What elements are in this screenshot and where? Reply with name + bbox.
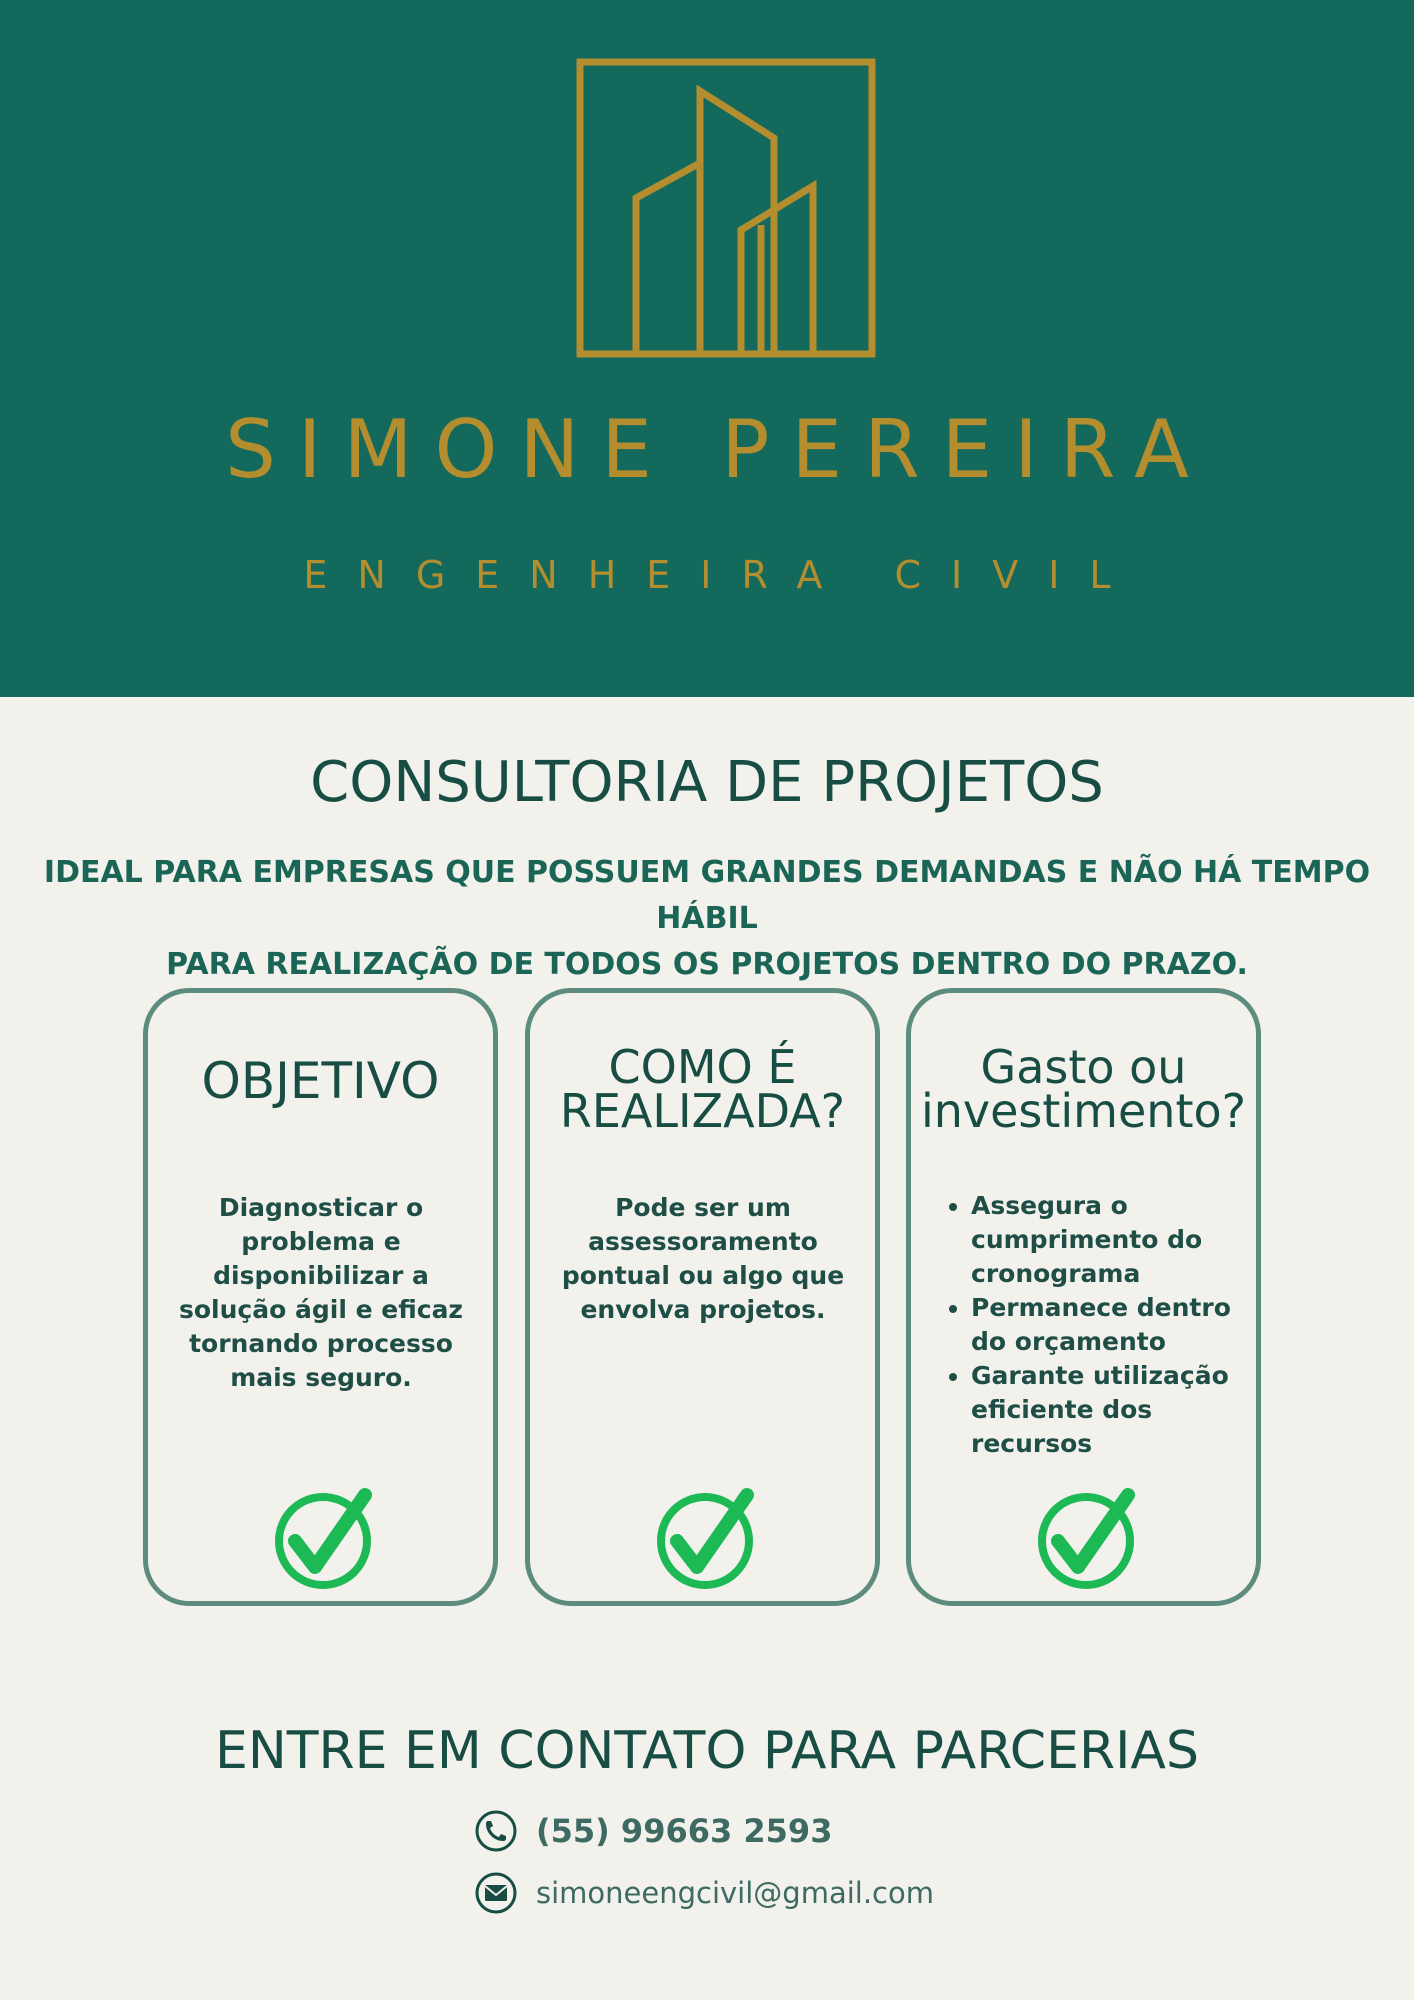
list-item: • Permanece dentro do orçamento xyxy=(971,1291,1239,1359)
card-title xyxy=(148,1052,493,1110)
card-title-line: OBJETIVO xyxy=(201,1052,440,1110)
brand-role: ENGENHEIRA CIVIL xyxy=(303,553,1141,597)
card-gasto-ou-investimento xyxy=(906,988,1261,1606)
card-title-line: Gasto ou xyxy=(980,1040,1187,1094)
contact-title: ENTRE EM CONTATO PARA PARCERIAS xyxy=(215,1721,1199,1781)
card-title xyxy=(530,1040,875,1138)
card-text: Pode ser um assessoramento pontual ou algo que envolva projetos. xyxy=(561,1193,845,1324)
phone-icon xyxy=(474,1809,518,1853)
header-banner xyxy=(0,0,1414,697)
contact-email[interactable] xyxy=(474,1868,934,1918)
list-item: • Garante utilização eficiente dos recursos xyxy=(971,1359,1239,1461)
card-title-line: REALIZADA? xyxy=(559,1084,846,1138)
check-circle-icon xyxy=(655,1483,765,1593)
section-title: CONSULTORIA DE PROJETOS xyxy=(310,750,1104,815)
buildings-logo-icon xyxy=(576,58,876,358)
brand-name: SIMONE PEREIRA xyxy=(225,403,1211,496)
intro-line-1: IDEAL PARA EMPRESAS QUE POSSUEM GRANDES DEMANDAS E NÃO HÁ TEMPO HÁBIL xyxy=(43,855,1371,936)
email-address[interactable]: simoneengcivil@gmail.com xyxy=(536,1876,934,1910)
card-title-line: investimento? xyxy=(920,1084,1247,1138)
contact-phone[interactable] xyxy=(474,1806,832,1856)
card-como-e-realizada xyxy=(525,988,880,1606)
list-item: • Assegura o cumprimento do cronograma xyxy=(971,1189,1239,1291)
card-objetivo xyxy=(143,988,498,1606)
envelope-icon xyxy=(474,1871,518,1915)
intro-line-2: PARA REALIZAÇÃO DE TODOS OS PROJETOS DENTRO DO PRAZO. xyxy=(166,947,1248,982)
card-title-line: COMO É xyxy=(608,1040,797,1094)
card-text: Diagnosticar o problema e disponibilizar a solução ágil e eficaz tornando processo mais seguro. xyxy=(179,1193,463,1392)
card-title xyxy=(911,1040,1256,1138)
benefits-list xyxy=(939,1189,1239,1461)
intro-text xyxy=(30,850,1384,988)
check-circle-icon xyxy=(1036,1483,1146,1593)
check-circle-icon xyxy=(273,1483,383,1593)
phone-number[interactable]: (55) 99663 2593 xyxy=(536,1812,833,1850)
